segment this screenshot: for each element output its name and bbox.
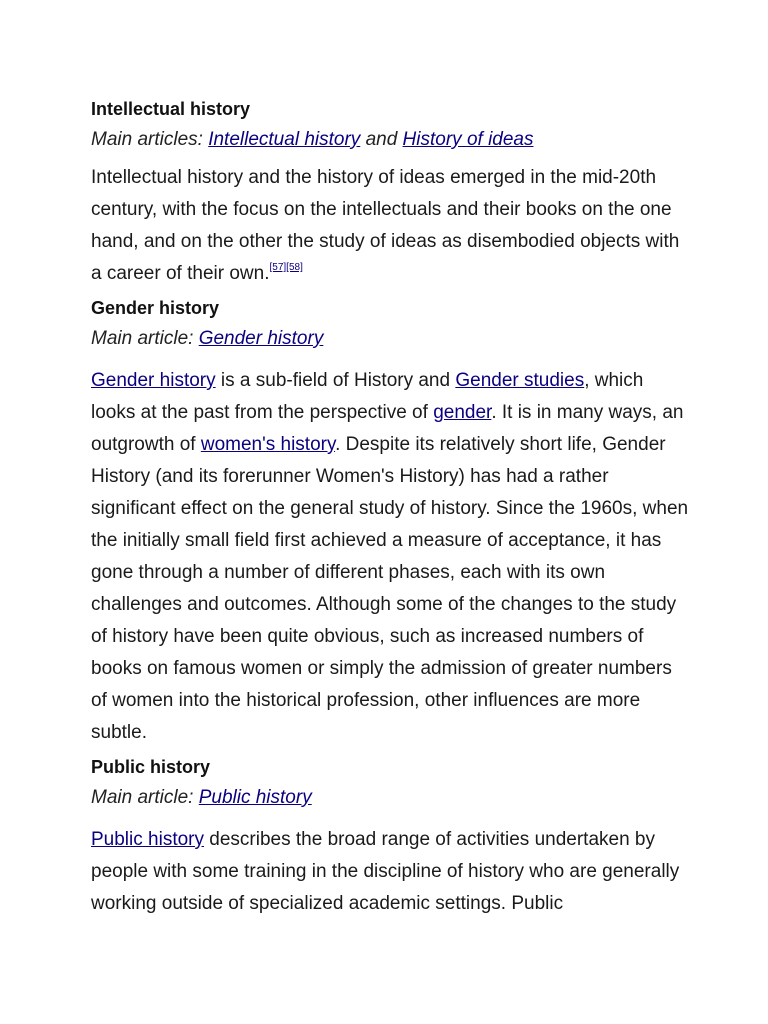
hatnote-joiner: and [365, 129, 398, 150]
section-paragraph [91, 162, 691, 290]
link-gender-studies[interactable]: Gender studies [455, 370, 585, 391]
section-heading: Gender history [91, 298, 220, 318]
link-intellectual-history[interactable]: Intellectual history [208, 129, 361, 150]
link-gender[interactable]: gender [433, 402, 492, 423]
link-womens-history[interactable]: women's history [200, 434, 336, 455]
link-gender-history[interactable]: Gender history [91, 370, 216, 391]
paragraph-text: . It is in many ways, an outgrowth of [91, 402, 684, 455]
main-article-hatnote [91, 786, 691, 810]
section-intellectual-history [91, 97, 691, 290]
link-public-history[interactable]: Public history [91, 829, 204, 850]
link-public-history-main[interactable]: Public history [198, 787, 312, 808]
hatnote-prefix: Main article: [91, 328, 194, 349]
main-article-hatnote [91, 327, 691, 351]
article-content [91, 97, 691, 920]
paragraph-text: , which looks at the past from the perspective of [91, 370, 644, 423]
citation-link-57[interactable]: [57] [269, 262, 287, 273]
section-heading: Intellectual history [91, 99, 251, 119]
main-articles-hatnote [91, 128, 691, 152]
section-paragraph [91, 824, 691, 920]
hatnote-prefix: Main article: [91, 787, 194, 808]
citation-link-58[interactable]: [58] [286, 262, 303, 273]
link-history-of-ideas[interactable]: History of ideas [402, 129, 534, 150]
section-gender-history [91, 296, 691, 749]
section-public-history [91, 755, 691, 920]
citation-refs [269, 262, 302, 273]
paragraph-text: is a sub-field of History and [215, 370, 456, 391]
section-paragraph [91, 365, 691, 749]
paragraph-text: Intellectual history and the history of ideas emerged in the mid-20th century, with the focus on the intellectuals and their books on the one hand, and on the other the study of ideas as disembodied objects with a career of their own. [91, 167, 680, 284]
paragraph-text: . Despite its relatively short life, Gender History (and its forerunner Women's History) has had a rather significant effect on the general study of history. Since the 1960s, when the initially small field first achieved a measure of acceptance, it has gone through a number of different phases, each with its own challenges and outcomes. Although some of the changes to the study of history have been quite obvious, such as increased numbers of books on famous women or simply the admission of greater numbers of women into the historical profession, other influences are more subtle. [91, 434, 689, 743]
link-gender-history-main[interactable]: Gender history [198, 328, 324, 349]
hatnote-prefix: Main articles: [91, 129, 203, 150]
paragraph-text: describes the broad range of activities undertaken by people with some training in the discipline of history who are generally working outside of specialized academic settings. Public [91, 829, 680, 914]
section-heading: Public history [91, 757, 211, 777]
